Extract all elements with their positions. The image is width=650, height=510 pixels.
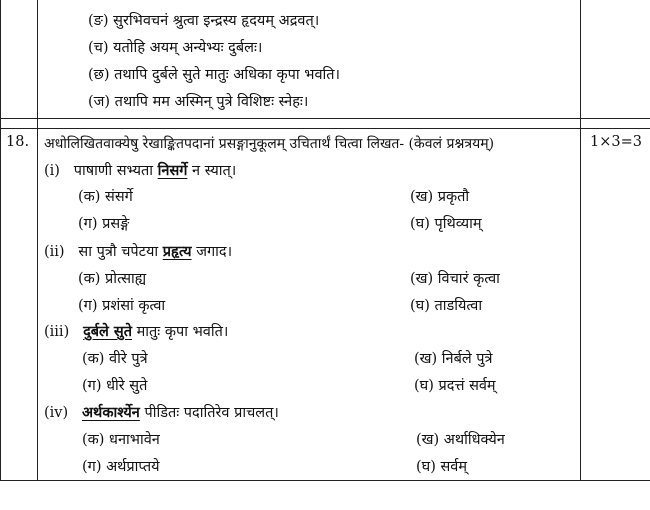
option: (ख) निर्बले पुत्रे (414, 351, 493, 367)
item-sentence (44, 242, 232, 262)
item-sentence (44, 322, 228, 342)
option: (घ) पृथिव्याम् (410, 216, 482, 232)
item-number: (iv) (44, 405, 69, 421)
item-text-post: न स्यात्। (192, 163, 237, 179)
option: (ग) अर्थप्राप्तये (82, 459, 160, 475)
option: (घ) सर्वम् (416, 459, 468, 475)
option: (ख) अर्थाधिक्येन (416, 432, 505, 448)
item-number: (iii) (44, 324, 70, 340)
option: (क) वीरे पुत्रे (82, 351, 148, 367)
question-marks: 1×3=3 (590, 134, 642, 150)
item-number: (i) (44, 163, 60, 179)
item-sentence (44, 161, 236, 181)
underlined-word: निसर्गे (157, 162, 188, 179)
option: (घ) ताडयित्वा (410, 298, 483, 314)
option: (ख) विचारं कृत्वा (410, 271, 500, 287)
prev-line: (ङ) सुरभिवचनं श्रुत्वा इन्द्रस्य हृदयम् अद्रवत्। (88, 13, 320, 29)
option: (क) संसर्गे (78, 189, 133, 205)
prev-line: (च) यतोहि अयम् अन्येभ्यः दुर्बलः। (88, 40, 263, 56)
table-row-divider-top (0, 118, 650, 119)
table-left-border (0, 0, 1, 480)
option: (क) धनाभावेन (82, 432, 160, 448)
underlined-word: प्रहृत्य (162, 243, 192, 260)
option: (ग) प्रशंसां कृत्वा (78, 298, 166, 314)
table-bottom-border (0, 480, 650, 481)
item-sentence (44, 403, 279, 423)
underlined-word: दुर्बले सुते (83, 323, 132, 340)
item-text-post: पीडितः पदातिरेव प्राचलत्। (144, 405, 279, 421)
item-number: (ii) (44, 244, 65, 260)
item-text-post: जगाद। (196, 244, 233, 260)
question-instruction: अधोलिखितवाक्येषु रेखाङ्कितपदानां प्रसङ्गानुकूलम् उचितार्थं चित्वा लिखत- (केवलं प्रश्नत्रयम्) (44, 136, 495, 152)
option: (घ) प्रदत्तं सर्वम् (414, 378, 496, 394)
option: (ख) प्रकृतौ (410, 189, 470, 205)
table-row-divider-bottom (0, 128, 650, 129)
item-text-post: मातुः कृपा भवति। (136, 324, 229, 340)
item-text-pre: पाषाणी सभ्यता (73, 163, 154, 179)
option: (ग) प्रसङ्गे (78, 216, 130, 232)
item-text-pre: सा पुत्रौ चपेटया (78, 244, 159, 260)
option: (क) प्रोत्साह्य (78, 271, 147, 287)
table-col-divider-1 (37, 0, 38, 480)
underlined-word: अर्थकार्श्येन (81, 404, 140, 421)
table-col-divider-2 (580, 0, 581, 480)
question-number: 18. (6, 134, 30, 150)
option: (ग) धीरे सुते (82, 378, 148, 394)
prev-line: (छ) तथापि दुर्बले सुते मातुः अधिका कृपा भवति। (88, 67, 341, 83)
prev-line: (ज) तथापि मम अस्मिन् पुत्रे विशिष्टः स्नेहः। (88, 94, 309, 110)
